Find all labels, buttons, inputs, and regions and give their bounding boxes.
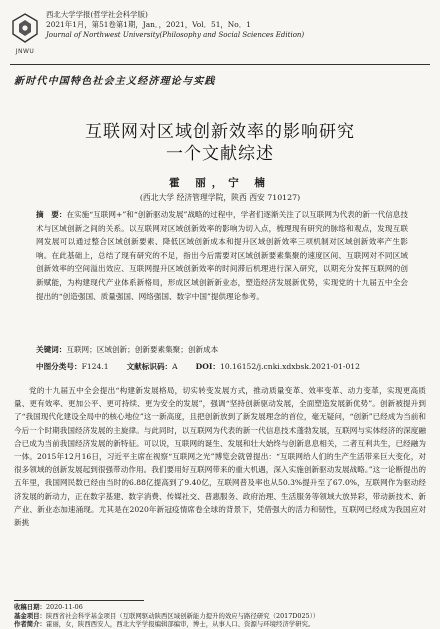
author-bio — [14, 620, 426, 629]
abstract-text: 在实施“互联网+”和“创新驱动发展”战略的过程中，学者们逐渐关注了以互联网为代表的新一代信息技术与区域创新之间的关系。以互联网对区域创新效率的影响为切入点，梳理现有研究的脉络和观点，发现互联网发展可以通过整合区域创新要素、降低区域创新成本和提升区域创新效率三项机制对区域创新效率产生影响。在此基础上，总结了现有研究的不足，指出今后需要对区域创新要素集聚的速度区间、互联网对不同区域创新效率的空间溢出效应、互联网提升区域创新效率的时间滞后机理进行深入研究，以期充分发挥互联网的创新赋能，为构建现代产业体系新格局，形成区域创新新业态，塑造经济发展新优势，实现党的十九届五中全会提出的“创造强国、质量强国、网络强国、数字中国”提供理论参考。 — [36, 210, 409, 301]
affiliation: (西北大学 经济管理学院，陕西 西安 710127) — [139, 193, 301, 202]
journal-header — [10, 6, 430, 62]
abstract — [36, 208, 408, 303]
received-date — [14, 603, 426, 612]
article-body — [14, 384, 426, 529]
keywords — [36, 344, 408, 355]
fund-label: 基金项目： — [14, 611, 46, 620]
issue-line: 2021年1月，第51卷第1期，Jan．，2021，Vol．51，No．1 — [46, 20, 251, 29]
article-title-line2: 一个文献综述 — [166, 144, 274, 164]
keywords-text: 互联网；区域创新；创新要素集聚；创新成本 — [66, 345, 219, 354]
header-divider — [10, 64, 430, 65]
keywords-label: 关键词： — [36, 345, 67, 354]
author-bio-label: 作者简介： — [14, 620, 46, 629]
clc-code: F124.1 — [81, 362, 109, 371]
doi-value: 10.16152/j.cnki.xdxbsk.2021-01-012 — [219, 362, 360, 371]
column-heading: 新时代中国特色社会主义经济理论与实践 — [14, 76, 216, 87]
abstract-label: 摘 要： — [36, 210, 67, 219]
journal-logo — [10, 12, 40, 54]
doc-code: A — [172, 362, 178, 371]
fund-project — [14, 612, 426, 621]
logo-text: JNWU — [15, 48, 35, 55]
doc-code-label: 文献标识码： — [126, 362, 173, 371]
received-value: 2020-11-06 — [45, 603, 83, 611]
footnotes — [14, 603, 426, 629]
received-label: 收稿日期： — [14, 603, 46, 611]
clc-label: 中图分类号： — [36, 362, 82, 371]
journal-info — [46, 10, 304, 40]
classification-line — [36, 361, 408, 372]
body-paragraph: 党的十九届五中全会提出“构建新发展格局，切实转变发展方式，推动质量变革、效率变革、动力变革，实现更高质量、更有效率、更加公平、更可持续、更为安全的发展”，强调“坚持创新驱动发展，全面塑造发展新优势”。创新被提升到了“我国现代化建设全局中的核心地位”这一新高度，且把创新放到了新发展理念的首位，毫无疑问，“创新”已经成为当前和今后一个时期我国经济发展的主旋律。与此同时，以互联网为代表的新一代信息技术蓬勃发展，互联网与实体经济的深度融合已成为当前我国经济发展的新特征。可以说，互联网的诞生、发展和壮大始终与创新息息相关，二者互利共生，已经融为一体。2015年12月16日，习近平主席在视察“互联网之光”博览会就曾提出：“互联网给人们的生产生活带来巨大变化，对很多领域的创新发展起到很强带动作用。我们要用好互联网带来的重大机遇，深入实施创新驱动发展战略。”这一论断提出的五年里，我国网民数已经由当时的6.88亿提高到了9.40亿，互联网普及率也从50.3%提升至了67.0%，互联网作为驱动经济发展的新动力，正在数字基建、数字消费、传媒社交、普惠服务、政府治理、生活服务等领域大放异彩，带动新技术、新产业、新业态加速涌现。尤其是在2020年新冠疫情席卷全球的背景下，凭借强大的活力和韧性，互联网已经成为我国应对新挑 — [14, 386, 426, 528]
journal-name-cn: 西北大学学报(哲学社会科学版) — [46, 10, 148, 19]
journal-logo-icon — [10, 12, 40, 46]
footnote-divider — [14, 600, 144, 601]
author-bio-value: 霍丽，女，陕西西安人，西北大学学报编辑部编审，博士，从事人口、资源与环境经济学研究。 — [45, 620, 315, 629]
article-title-line1: 互联网对区域创新效率的影响研究 — [85, 122, 355, 142]
fund-value: 陕西省社会科学基金项目（互联网驱动陕西区域创新能力提升的效应与路径研究（2017D025）） — [45, 611, 320, 620]
journal-name-en: Journal of Northwest University(Philosophy and Social Sciences Edition) — [46, 31, 305, 39]
authors: 霍 丽，宁 楠 — [169, 177, 271, 189]
doi-label: DOI： — [195, 362, 220, 371]
